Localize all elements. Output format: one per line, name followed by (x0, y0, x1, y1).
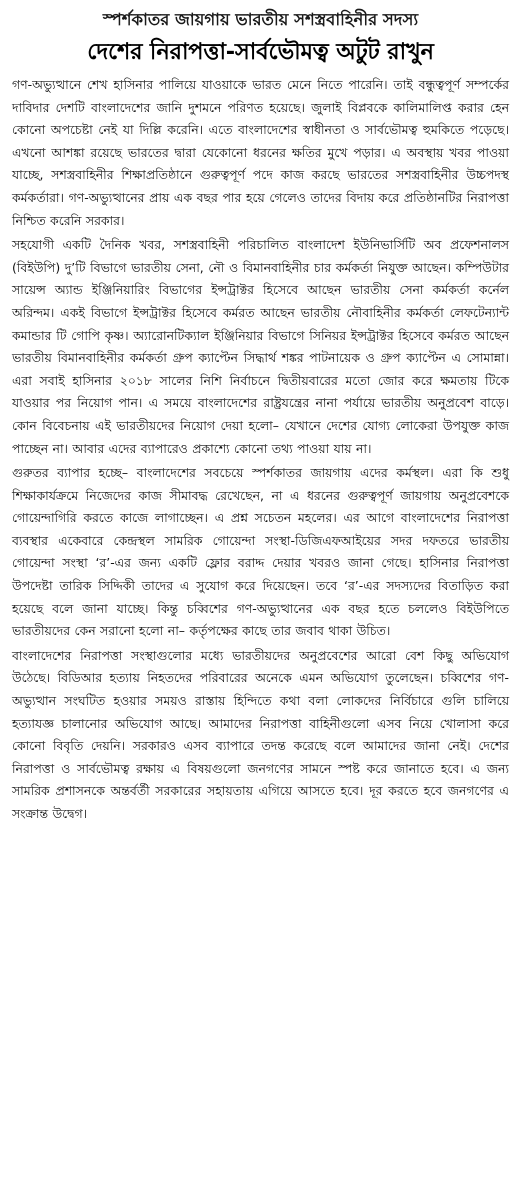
headline: দেশের নিরাপত্তা-সার্বভৌমত্ব অটুট রাখুন (87, 39, 434, 65)
paragraph: বাংলাদেশের নিরাপত্তা সংস্থাগুলোর মধ্যে ভারতীয়দের অনুপ্রবেশের আরো বেশ কিছু অভিযোগ উঠেছে। বিডিআর হত্যায় নিহতদের পরিবারের অনেকে এমন অভিযোগ তুলেছেন। চব্বিশের গণ-অভ্যুত্থান সংঘটিত হওয়ার সময়ও রাস্তায় হিন্দিতে কথা বলা লোকদের নির্বিচারে গুলি চালিয়ে হত্যাযজ্ঞ চালানোর অভিযোগ আছে। আমাদের নিরাপত্তা বাহিনীগুলো এসব নিয়ে খোলাসা করে কোনো বিবৃতি দেয়নি। সরকারও এসব ব্যাপারে তদন্ত করেছে বলে আমাদের জানা নেই। দেশের নিরাপত্তা ও সার্বভৌমত্ব রক্ষায় এ বিষয়গুলো জনগণের সামনে স্পষ্ট করে জানাতে হবে। এ জন্য সামরিক প্রশাসনকে অন্তর্বর্তী সরকারের সহায়তায় এগিয়ে আসতে হবে। দূর করতে হবে জনগণের এ সংক্রান্ত উদ্বেগ। (12, 647, 509, 821)
paragraph: সহযোগী একটি দৈনিক খবর, সশস্ত্রবাহিনী পরিচালিত বাংলাদেশ ইউনিভার্সিটি অব প্রফেশনালস (বিইউপি) দু’টি বিভাগে ভারতীয় সেনা, নৌ ও বিমানবাহিনীর চার কর্মকর্তা নিযুক্ত আছেন। কম্পিউটার সায়েন্স অ্যান্ড ইঞ্জিনিয়ারিং বিভাগের ইন্সট্রাক্টর হিসেবে আছেন ভারতীয় সেনা কর্মকর্তা কর্নেল অরিন্দম। একই বিভাগে ইন্সট্রাক্টর হিসেবে কর্মরত আছেন ভারতীয় নৌবাহিনীর কর্মকর্তা লেফটেন্যান্ট কমান্ডার টি গোপি কৃষ্ণ। অ্যারোনটিক্যাল ইঞ্জিনিয়ার বিভাগে সিনিয়র ইন্সট্রাক্টর হিসেবে কর্মরত আছেন ভারতীয় বিমানবাহিনীর কর্মকর্তা গ্রুপ ক্যাপ্টেন সিদ্ধার্থ শঙ্কর পাটনায়েক ও গ্রুপ ক্যাপ্টেন এ সোমান্না। এরা সবাই হাসিনার ২০১৮ সালের নিশি নির্বাচনে দ্বিতীয়বারের মতো জোর করে ক্ষমতায় টিকে যাওয়ার পর নিয়োগ পান। এ সময়ে বাংলাদেশের রাষ্ট্রযন্ত্রের নানা পর্যায়ে ভারতীয় অনুপ্রবেশ বাড়ে। কোন বিবেচনায় এই ভারতীয়দের নিয়োগ দেয়া হলো– যেখানে দেশের যোগ্য লোকেরা উপযুক্ত কাজ পাচ্ছেন না। আবার এদের ব্যাপারেও প্রকাশ্যে কোনো তথ্য পাওয়া যায় না। (12, 237, 509, 456)
paragraph: গুরুতর ব্যাপার হচ্ছে– বাংলাদেশের সবচেয়ে স্পর্শকাতর জায়গায় এদের কর্মস্থল। এরা কি শুধু শিক্ষাকার্যক্রমে নিজেদের কাজ সীমাবদ্ধ রেখেছেন, না এ ধরনের গুরুত্বপূর্ণ জায়গায় অনুপ্রবেশকে গোয়েন্দাগিরি করতে কাজে লাগাচ্ছেন। এ প্রশ্ন সচেতন মহলের। এর আগে বাংলাদেশের নিরাপত্তা ব্যবস্থার একেবারে কেন্দ্রস্থল সামরিক গোয়েন্দা সংস্থা-ডিজিএফআইয়ের সদর দফতরে ভারতীয় গোয়েন্দা সংস্থা ‘র’-এর জন্য একটি ফ্লোর বরাদ্দ দেয়ার খবরও জানা গেছে। হাসিনার নিরাপত্তা উপদেষ্টা তারিক সিদ্দিকী তাদের এ সুযোগ করে দিয়েছেন। তবে ‘র’-এর সদস্যদের বিতাড়িত করা হয়েছে বলে জানা যাচ্ছে। কিন্তু চব্বিশের গণ-অভ্যুত্থানের এক বছর হতে চললেও বিইউপিতে ভারতীয়দের কেন সরানো হলো না– কর্তৃপক্ষের কাছে তার জবাব থাকা উচিত। (12, 465, 509, 639)
paragraph: গণ-অভ্যুত্থানে শেখ হাসিনার পালিয়ে যাওয়াকে ভারত মেনে নিতে পারেনি। তাই বন্ধুত্বপূর্ণ সম্পর্কের দাবিদার দেশটি বাংলাদেশের জানি দুশমনে পরিণত হয়েছে। জুলাই বিপ্লবকে কালিমালিপ্ত করার হেন কোনো অপচেষ্টা নেই যা দিল্লি করেনি। এতে বাংলাদেশের স্বাধীনতা ও সার্বভৌমত্ব হুমকিতে পড়েছে। এখনো আশঙ্কা রয়েছে ভারতের দ্বারা যেকোনো ধরনের ক্ষতির মুখে পড়ার। এ অবস্থায় খবর পাওয়া যাচ্ছে, সশস্ত্রবাহিনীর শিক্ষাপ্রতিষ্ঠানে গুরুত্বপূর্ণ পদে কাজ করছে ভারতের সশস্ত্রবাহিনীর উচ্চপদস্থ কর্মকর্তারা। গণ-অভ্যুত্থানের প্রায় এক বছর পার হয়ে গেলেও তাদের বিদায় করে প্রতিষ্ঠানটির নিরাপত্তা নিশ্চিত করেনি সরকার। (12, 77, 509, 228)
kicker: স্পর্শকাতর জায়গায় ভারতীয় সশস্ত্রবাহিনীর সদস্য (102, 10, 419, 29)
article-body (12, 74, 509, 826)
